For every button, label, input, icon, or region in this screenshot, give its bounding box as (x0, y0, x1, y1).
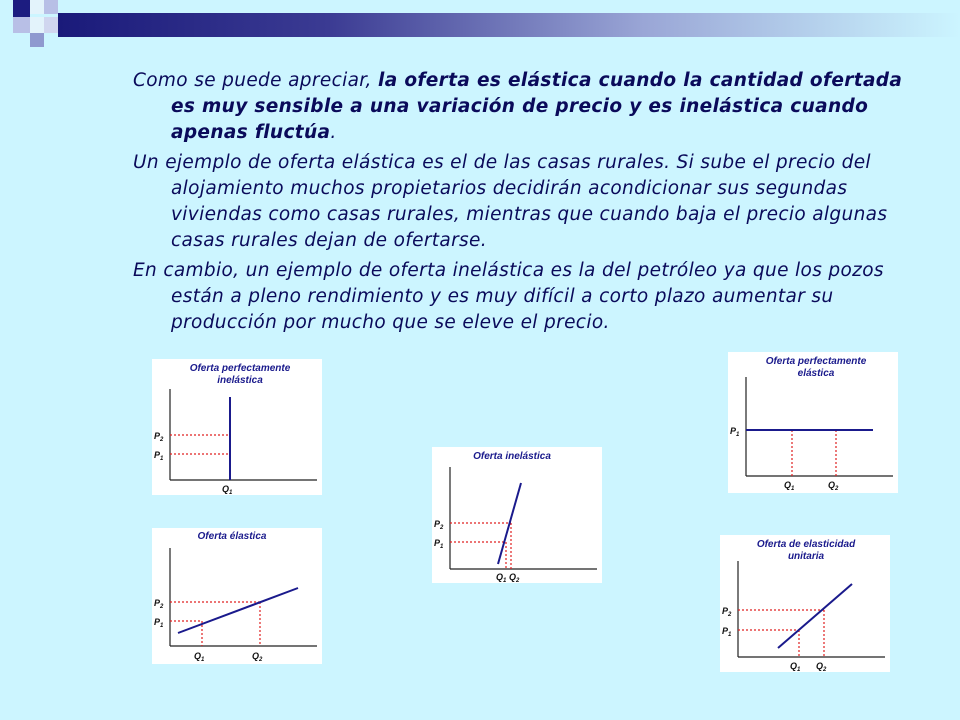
label-q1: $Q_1$ (784, 480, 795, 492)
chart-perfect-inelastic (152, 359, 322, 495)
chart-title-line1: Oferta élastica (197, 531, 267, 542)
label-p1: $P_1$ (730, 426, 740, 438)
chart-title-line1: Oferta perfectamente (189, 363, 291, 374)
slide-body (133, 68, 923, 340)
chart-title-line1: Oferta de elasticidad (756, 539, 856, 550)
supply-curve (498, 483, 521, 564)
label-q2: $Q_2$ (816, 661, 827, 672)
paragraph-1-bold: la oferta es elástica cuando la cantidad ofertada es muy sensible a una variación de precio y es inelástica cuando apenas fluctúa (171, 70, 903, 143)
chart-title-line2: elástica (797, 368, 835, 379)
decor-square-4 (13, 17, 30, 33)
chart-title-line1: Oferta perfectamente (765, 356, 867, 367)
label-p1: $P_1$ (154, 450, 164, 462)
chart-elastic (152, 528, 322, 664)
supply-curve (778, 584, 852, 648)
label-q2: $Q_2$ (509, 572, 520, 583)
decor-square-7 (30, 33, 44, 47)
chart-unitary-svg (720, 535, 890, 672)
decor-square-1 (13, 0, 30, 17)
label-p2: $P_2$ (154, 598, 164, 610)
chart-perfect-inelastic-svg (152, 359, 322, 495)
label-q1: $Q_1$ (222, 484, 233, 495)
paragraph-1-intro: Como se puede apreciar, (133, 70, 378, 91)
label-p1: $P_1$ (154, 617, 164, 629)
chart-title-line2: inelástica (217, 375, 263, 386)
decor-square-2 (30, 0, 44, 14)
label-p2: $P_2$ (434, 519, 444, 531)
label-p2: $P_2$ (722, 606, 732, 618)
label-q2: $Q_2$ (828, 480, 839, 492)
header-gradient-bar (58, 13, 960, 37)
paragraph-1-outro: . (330, 122, 337, 143)
label-q2: $Q_2$ (252, 651, 263, 663)
paragraph-3: En cambio, un ejemplo de oferta inelástica es la del petróleo ya que los pozos están a pleno rendimiento y es muy difícil a corto plazo aumentar su producción por mucho que se eleve el precio. (133, 260, 884, 333)
chart-elastic-svg (152, 528, 322, 664)
chart-inelastic-svg (432, 447, 602, 583)
chart-inelastic (432, 447, 602, 583)
chart-perfect-elastic (728, 352, 898, 493)
label-p1: $P_1$ (722, 626, 732, 638)
chart-perfect-elastic-svg (728, 352, 898, 493)
chart-title-line2: unitaria (787, 551, 825, 562)
chart-title-line1: Oferta inelástica (473, 451, 551, 462)
label-q1: $Q_1$ (194, 651, 205, 663)
decor-square-5 (30, 17, 44, 33)
label-p2: $P_2$ (154, 431, 164, 443)
chart-unitary (720, 535, 890, 672)
label-p1: $P_1$ (434, 538, 444, 550)
paragraph-2: Un ejemplo de oferta elástica es el de las casas rurales. Si sube el precio del alojamiento muchos propietarios decidirán acondicionar sus segundas viviendas como casas rurales, mientras que cuando baja el precio algunas casas rurales dejan de ofertarse. (133, 152, 888, 251)
decor-square-6 (44, 17, 58, 33)
label-q1: $Q_1$ (790, 661, 801, 672)
decor-square-3 (44, 0, 58, 14)
paragraph-1 (133, 68, 923, 146)
supply-curve (178, 588, 298, 633)
label-q1: $Q_1$ (496, 572, 507, 583)
